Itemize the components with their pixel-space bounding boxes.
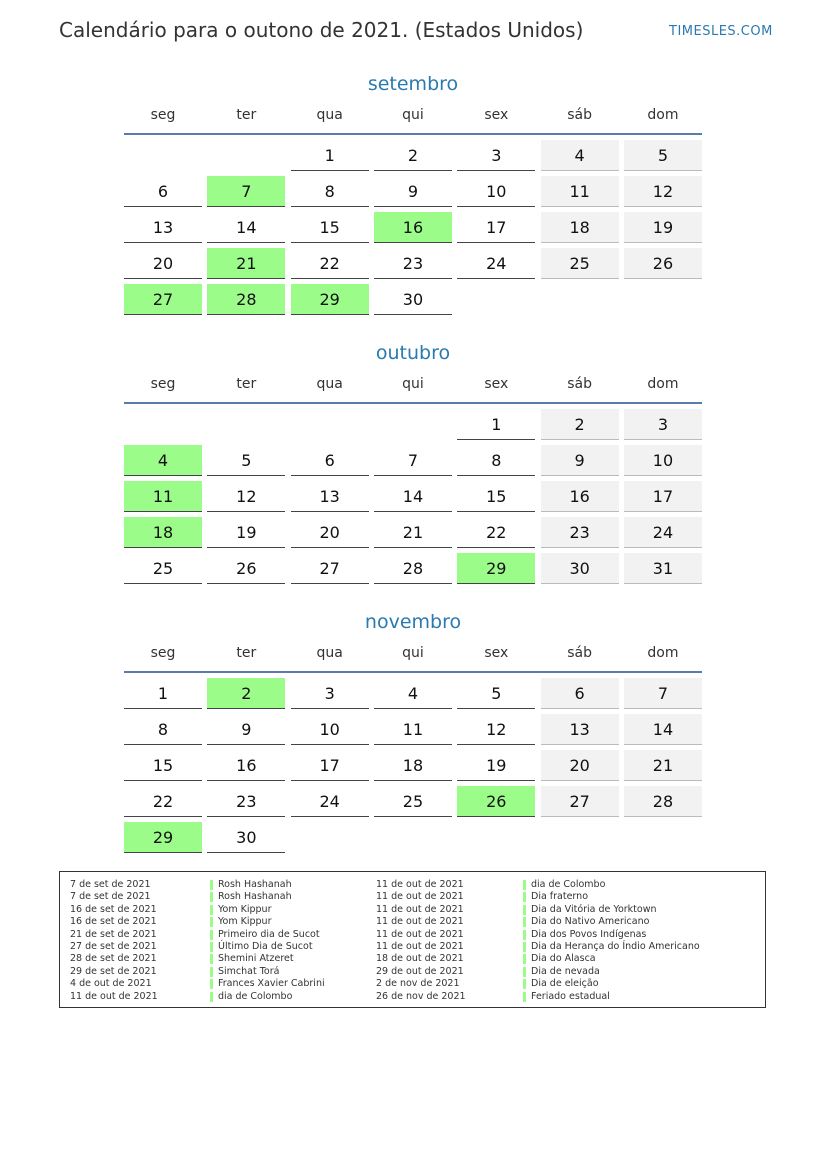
day-cell: 14 (207, 212, 285, 243)
legend-date: 16 de set de 2021 (70, 916, 157, 928)
empty-day-cell (624, 822, 702, 853)
day-cell: 30 (541, 553, 619, 584)
empty-day-cell (374, 822, 452, 853)
month-name: setembro (367, 73, 459, 95)
legend-holiday-name: Yom Kippur (210, 916, 325, 928)
day-cell: 9 (541, 445, 619, 476)
day-cell: 18 (124, 517, 202, 548)
legend-holiday-name: dia de Colombo (523, 879, 700, 891)
legend-date: 27 de set de 2021 (70, 940, 157, 952)
month-outubro (124, 339, 702, 589)
empty-day-cell (541, 284, 619, 315)
weekday-label: ter (236, 376, 257, 392)
legend-holiday-name: Dia do Alasca (523, 953, 700, 965)
week-row (124, 678, 702, 714)
day-cell: 5 (624, 140, 702, 171)
empty-day-cell (207, 140, 285, 171)
legend-holiday-name: Dia fraterno (523, 891, 700, 903)
day-cell: 12 (457, 714, 535, 745)
day-cell: 11 (541, 176, 619, 207)
week-row (124, 284, 702, 320)
legend-holiday-name: Último Dia de Sucot (210, 941, 325, 953)
empty-day-cell (457, 284, 535, 315)
day-cell: 25 (124, 553, 202, 584)
day-cell: 9 (207, 714, 285, 745)
week-row (124, 140, 702, 176)
day-cell: 2 (207, 678, 285, 709)
legend-date: 16 de set de 2021 (70, 903, 157, 915)
day-cell: 13 (124, 212, 202, 243)
day-cell: 27 (124, 284, 202, 315)
weekday-label: seg (150, 376, 176, 392)
day-cell: 25 (374, 786, 452, 817)
day-cell: 9 (374, 176, 452, 207)
brand-link[interactable]: TIMESLES.COM (669, 24, 773, 39)
legend-date: 11 de out de 2021 (376, 940, 464, 952)
week-row (124, 786, 702, 822)
legend-holiday-name: Dia de nevada (523, 966, 700, 978)
day-grid (124, 678, 702, 858)
empty-day-cell (207, 409, 285, 440)
legend-holiday-name: Simchat Torá (210, 966, 325, 978)
day-cell: 28 (207, 284, 285, 315)
legend-date: 2 de nov de 2021 (376, 978, 460, 990)
day-cell: 5 (457, 678, 535, 709)
day-cell: 21 (374, 517, 452, 548)
day-cell: 12 (207, 481, 285, 512)
day-cell: 1 (457, 409, 535, 440)
empty-day-cell (457, 822, 535, 853)
day-cell: 30 (207, 822, 285, 853)
day-cell: 16 (541, 481, 619, 512)
weekday-label: sex (484, 376, 509, 392)
month-setembro (124, 70, 702, 320)
day-cell: 19 (457, 750, 535, 781)
day-cell: 19 (207, 517, 285, 548)
day-cell: 28 (374, 553, 452, 584)
day-cell: 6 (291, 445, 369, 476)
day-cell: 8 (291, 176, 369, 207)
legend-date: 11 de out de 2021 (376, 891, 464, 903)
day-cell: 11 (374, 714, 452, 745)
month-name: outubro (375, 342, 451, 364)
month-name: novembro (364, 611, 462, 633)
week-row (124, 517, 702, 553)
day-cell: 20 (541, 750, 619, 781)
legend-date: 11 de out de 2021 (70, 990, 158, 1002)
weekday-label: seg (150, 107, 176, 123)
day-cell: 24 (291, 786, 369, 817)
week-row (124, 248, 702, 284)
weekday-label: sex (484, 107, 509, 123)
week-row (124, 750, 702, 786)
day-cell: 20 (124, 248, 202, 279)
legend-holiday-name: Primeiro dia de Sucot (210, 929, 325, 941)
week-row (124, 212, 702, 248)
week-row (124, 176, 702, 212)
day-cell: 20 (291, 517, 369, 548)
day-cell: 10 (291, 714, 369, 745)
legend-holiday-name: Dia do Nativo Americano (523, 916, 700, 928)
weekday-label: qui (402, 107, 424, 123)
legend-date: 7 de set de 2021 (70, 891, 151, 903)
weekday-label: dom (647, 376, 679, 392)
legend-holiday-name: Feriado estadual (523, 991, 700, 1003)
day-cell: 12 (624, 176, 702, 207)
week-row (124, 822, 702, 858)
day-cell: 22 (457, 517, 535, 548)
day-cell: 23 (541, 517, 619, 548)
day-cell: 10 (624, 445, 702, 476)
empty-day-cell (124, 140, 202, 171)
legend-holiday-name: dia de Colombo (210, 991, 325, 1003)
day-cell: 16 (374, 212, 452, 243)
day-cell: 14 (374, 481, 452, 512)
day-cell: 6 (541, 678, 619, 709)
day-cell: 8 (124, 714, 202, 745)
day-cell: 16 (207, 750, 285, 781)
legend-date: 21 de set de 2021 (70, 928, 157, 940)
day-cell: 14 (624, 714, 702, 745)
legend-holiday-name: Shemini Atzeret (210, 953, 325, 965)
day-cell: 28 (624, 786, 702, 817)
day-cell: 21 (624, 750, 702, 781)
weekday-label: sáb (567, 107, 593, 123)
weekday-label: seg (150, 645, 176, 661)
legend-date: 11 de out de 2021 (376, 928, 464, 940)
legend-date: 11 de out de 2021 (376, 916, 464, 928)
day-cell: 4 (124, 445, 202, 476)
day-cell: 7 (374, 445, 452, 476)
day-cell: 5 (207, 445, 285, 476)
day-cell: 22 (124, 786, 202, 817)
day-cell: 23 (207, 786, 285, 817)
day-cell: 29 (457, 553, 535, 584)
day-cell: 26 (624, 248, 702, 279)
empty-day-cell (291, 822, 369, 853)
day-cell: 27 (291, 553, 369, 584)
day-cell: 26 (207, 553, 285, 584)
weekday-label: qua (316, 376, 343, 392)
week-row (124, 409, 702, 445)
legend-holiday-name: Rosh Hashanah (210, 879, 325, 891)
page-title: Calendário para o outono de 2021. (Estados Unidos) (59, 18, 584, 42)
weekday-label: sáb (567, 645, 593, 661)
day-cell: 4 (374, 678, 452, 709)
day-cell: 15 (457, 481, 535, 512)
day-cell: 15 (124, 750, 202, 781)
legend-holiday-name: Dia da Herança do Índio Americano (523, 941, 700, 953)
week-row (124, 481, 702, 517)
legend-holiday-name: Rosh Hashanah (210, 891, 325, 903)
weekday-label: sex (484, 645, 509, 661)
weekday-label: qua (316, 107, 343, 123)
day-cell: 29 (291, 284, 369, 315)
day-cell: 3 (291, 678, 369, 709)
day-cell: 17 (457, 212, 535, 243)
legend-date: 18 de out de 2021 (376, 953, 464, 965)
day-cell: 7 (207, 176, 285, 207)
day-grid (124, 140, 702, 320)
empty-day-cell (291, 409, 369, 440)
day-cell: 2 (541, 409, 619, 440)
legend-date: 29 de out de 2021 (376, 965, 464, 977)
holiday-legend (59, 871, 766, 1008)
day-cell: 23 (374, 248, 452, 279)
day-cell: 11 (124, 481, 202, 512)
day-cell: 21 (207, 248, 285, 279)
week-row (124, 714, 702, 750)
weekday-header (124, 374, 702, 404)
day-cell: 26 (457, 786, 535, 817)
day-cell: 8 (457, 445, 535, 476)
day-cell: 24 (624, 517, 702, 548)
legend-date: 26 de nov de 2021 (376, 990, 466, 1002)
day-cell: 29 (124, 822, 202, 853)
legend-date: 29 de set de 2021 (70, 965, 157, 977)
day-cell: 24 (457, 248, 535, 279)
weekday-header (124, 105, 702, 135)
weekday-label: ter (236, 107, 257, 123)
empty-day-cell (624, 284, 702, 315)
day-cell: 1 (124, 678, 202, 709)
day-cell: 17 (624, 481, 702, 512)
day-cell: 7 (624, 678, 702, 709)
legend-holiday-name: Frances Xavier Cabrini (210, 978, 325, 990)
day-cell: 25 (541, 248, 619, 279)
legend-date: 11 de out de 2021 (376, 903, 464, 915)
day-cell: 31 (624, 553, 702, 584)
legend-holiday-name: Dia da Vitória de Yorktown (523, 904, 700, 916)
day-grid (124, 409, 702, 589)
day-cell: 15 (291, 212, 369, 243)
legend-date: 11 de out de 2021 (376, 879, 464, 890)
legend-date: 4 de out de 2021 (70, 978, 152, 990)
empty-day-cell (374, 409, 452, 440)
day-cell: 4 (541, 140, 619, 171)
day-cell: 17 (291, 750, 369, 781)
weekday-label: sáb (567, 376, 593, 392)
weekday-label: qua (316, 645, 343, 661)
legend-holiday-name: Yom Kippur (210, 904, 325, 916)
day-cell: 18 (374, 750, 452, 781)
legend-holiday-name: Dia dos Povos Indígenas (523, 929, 700, 941)
legend-holiday-name: Dia de eleição (523, 978, 700, 990)
month-novembro (124, 608, 702, 858)
week-row (124, 445, 702, 481)
day-cell: 18 (541, 212, 619, 243)
week-row (124, 553, 702, 589)
legend-date: 28 de set de 2021 (70, 953, 157, 965)
day-cell: 3 (624, 409, 702, 440)
day-cell: 1 (291, 140, 369, 171)
day-cell: 2 (374, 140, 452, 171)
empty-day-cell (124, 409, 202, 440)
weekday-header (124, 643, 702, 673)
day-cell: 13 (291, 481, 369, 512)
day-cell: 3 (457, 140, 535, 171)
weekday-label: qui (402, 645, 424, 661)
day-cell: 19 (624, 212, 702, 243)
day-cell: 27 (541, 786, 619, 817)
weekday-label: ter (236, 645, 257, 661)
day-cell: 10 (457, 176, 535, 207)
weekday-label: dom (647, 107, 679, 123)
empty-day-cell (541, 822, 619, 853)
day-cell: 30 (374, 284, 452, 315)
weekday-label: dom (647, 645, 679, 661)
day-cell: 6 (124, 176, 202, 207)
day-cell: 13 (541, 714, 619, 745)
legend-date: 7 de set de 2021 (70, 879, 151, 890)
day-cell: 22 (291, 248, 369, 279)
weekday-label: qui (402, 376, 424, 392)
